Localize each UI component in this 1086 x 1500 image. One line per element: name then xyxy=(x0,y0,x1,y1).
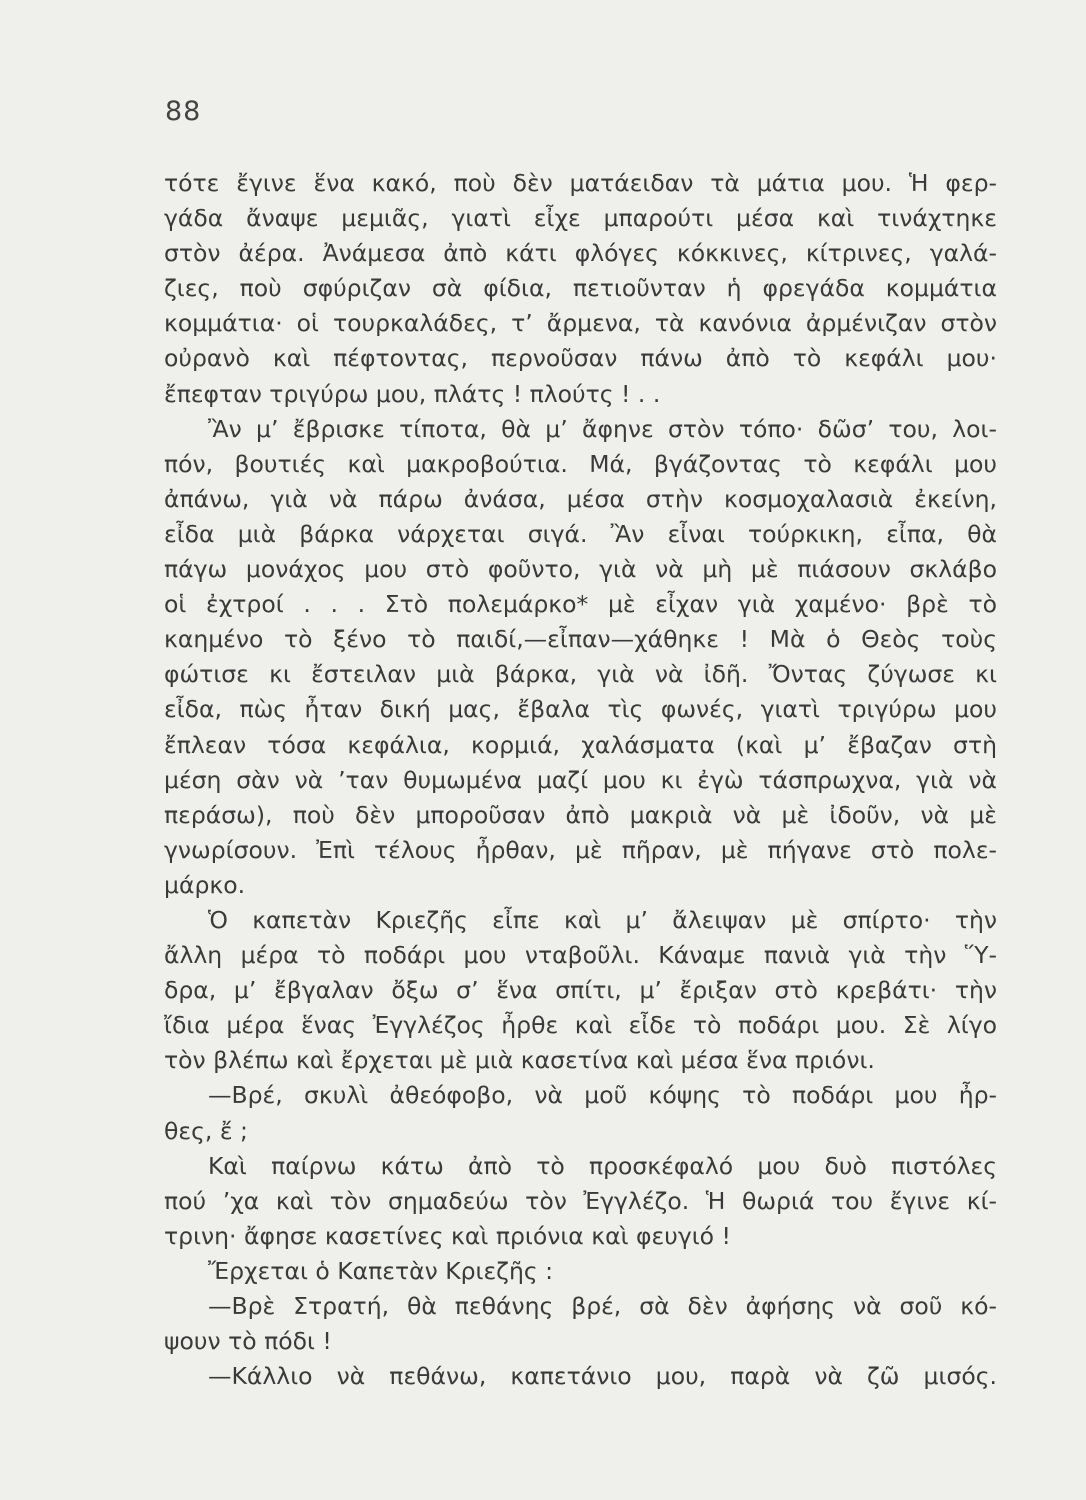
text-line: πόν, βουτιές καὶ μακροβούτια. Μά, βγάζοντας τὸ κεφάλι μου xyxy=(164,449,997,478)
text-line: οἱ ἐχτροί . . . Στὸ πολεμάρκο* μὲ εἶχαν γιὰ χαμένο· βρὲ τὸ xyxy=(164,590,997,619)
text-line: μάρκο. xyxy=(164,870,246,899)
text-line: ἴδια μέρα ἕνας Ἐγγλέζος ἦρθε καὶ εἶδε τὸ ποδάρι μου. Σὲ λίγο xyxy=(164,1011,997,1040)
text-line: θες, ἔ ; xyxy=(164,1116,248,1145)
page-number: 88 xyxy=(165,96,202,127)
text-line: τότε ἔγινε ἕνα κακό, ποὺ δὲν ματάειδαν τὰ μάτια μου. Ἡ φερ- xyxy=(164,169,997,197)
text-line: περάσω), ποὺ δὲν μποροῦσαν ἀπὸ μακριὰ νὰ μὲ ἰδοῦν, νὰ μὲ xyxy=(164,800,997,829)
text-line: ἔπεφταν τριγύρω μου, πλάτς ! πλούτς ! . . xyxy=(164,379,661,408)
text-line: φώτισε κι ἔστειλαν μιὰ βάρκα, γιὰ νὰ ἰδῆ. Ὄντας ζύγωσε κι xyxy=(164,660,997,689)
text-line: —Βρὲ Στρατή, θὰ πεθάνης βρέ, σὰ δὲν ἀφήσης νὰ σοῦ κό- xyxy=(208,1292,997,1320)
text-line: πάγω μονάχος μου στὸ φοῦντο, γιὰ νὰ μὴ μὲ πιάσουν σκλάβο xyxy=(164,555,997,584)
text-line: μέση σὰν νὰ ’ταν θυμωμένα μαζί μου κι ἐγὼ τάσπρωχνα, γιὰ νὰ xyxy=(164,765,997,794)
text-line: οὐρανὸ καὶ πέφτοντας, περνοῦσαν πάνω ἀπὸ τὸ κεφάλι μου· xyxy=(164,344,997,373)
body-text xyxy=(164,166,997,1394)
text-line: Ἔρχεται ὁ Καπετὰν Κριεζῆς : xyxy=(208,1256,554,1285)
text-line: εἶδα, πὼς ἦταν δική μας, ἔβαλα τὶς φωνές, γιατὶ τριγύρω μου xyxy=(164,695,997,724)
text-line: γάδα ἄναψε μεμιᾶς, γιατὶ εἶχε μπαρούτι μέσα καὶ τινάχτηκε xyxy=(164,204,997,233)
text-line: ἀπάνω, γιὰ νὰ πάρω ἀνάσα, μέσα στὴν κοσμοχαλασιὰ ἐκείνη, xyxy=(164,484,997,513)
text-line: εἶδα μιὰ βάρκα νάρχεται σιγά. Ἂν εἶναι τούρκικη, εἶπα, θὰ xyxy=(164,519,997,548)
text-line: γνωρίσουν. Ἐπὶ τέλους ἦρθαν, μὲ πῆραν, μὲ πήγανε στὸ πολε- xyxy=(164,835,997,864)
text-line: ἄλλη μέρα τὸ ποδάρι μου νταβοῦλι. Κάναμε πανιὰ γιὰ τὴν Ὕ- xyxy=(164,941,997,970)
text-line: πού ’χα καὶ τὸν σημαδεύω τὸν Ἐγγλέζο. Ἡ θωριά του ἔγινε κί- xyxy=(164,1186,997,1215)
text-line: καημένο τὸ ξένο τὸ παιδί,—εἶπαν—χάθηκε ! Μὰ ὁ Θεὸς τοὺς xyxy=(164,625,997,654)
text-line: Ἂν μ’ ἔβρισκε τίποτα, θὰ μ’ ἄφηνε στὸν τόπο· δῶσ’ του, λοι- xyxy=(208,414,997,443)
text-line: Ὁ καπετὰν Κριεζῆς εἶπε καὶ μ’ ἄλειψαν μὲ σπίρτο· τὴν xyxy=(208,905,997,934)
text-line: τρινη· ἄφησε κασετίνες καὶ πριόνια καὶ φευγιό ! xyxy=(164,1221,731,1250)
text-line: στὸν ἀέρα. Ἀνάμεσα ἀπὸ κάτι φλόγες κόκκινες, κίτρινες, γαλά- xyxy=(164,239,997,268)
text-line: Καὶ παίρνω κάτω ἀπὸ τὸ προσκέφαλό μου δυὸ πιστόλες xyxy=(208,1151,997,1180)
text-line: ζιες, ποὺ σφύριζαν σὰ φίδια, πετιοῦνταν ἡ φρεγάδα κομμάτια xyxy=(164,274,997,303)
text-line: ψουν τὸ πόδι ! xyxy=(164,1327,332,1356)
text-line: ἔπλεαν τόσα κεφάλια, κορμιά, χαλάσματα (καὶ μ’ ἔβαζαν στὴ xyxy=(164,730,997,759)
text-line: δρα, μ’ ἔβγαλαν ὄξω σ’ ἕνα σπίτι, μ’ ἔριξαν στὸ κρεβάτι· τὴν xyxy=(164,976,997,1005)
text-line: κομμάτια· οἱ τουρκαλάδες, τ’ ἄρμενα, τὰ κανόνια ἀρμένιζαν στὸν xyxy=(164,309,997,338)
text-line: —Κάλλιο νὰ πεθάνω, καπετάνιο μου, παρὰ νὰ ζῶ μισός. xyxy=(208,1362,997,1391)
text-line: τὸν βλέπω καὶ ἔρχεται μὲ μιὰ κασετίνα καὶ μέσα ἕνα πριόνι. xyxy=(164,1046,875,1075)
text-line: —Βρέ, σκυλὶ ἀθεόφοβο, νὰ μοῦ κόψης τὸ ποδάρι μου ἦρ- xyxy=(208,1081,997,1110)
